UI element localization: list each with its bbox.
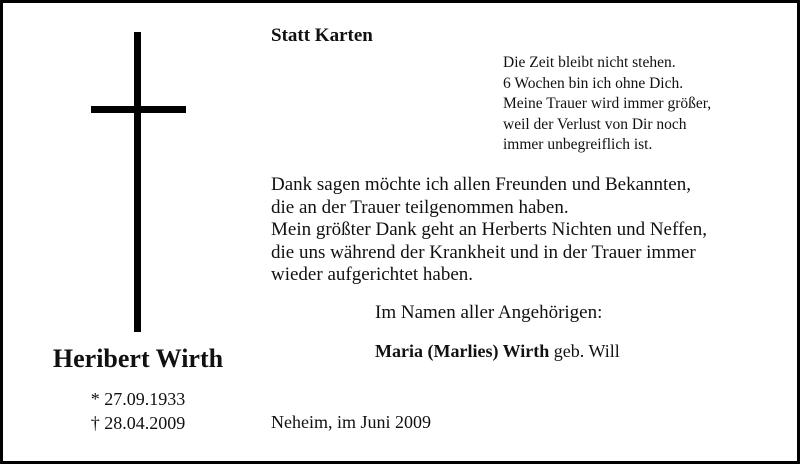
poem-line: immer unbegreiflich ist. bbox=[503, 136, 653, 153]
cross-icon bbox=[134, 32, 141, 332]
family-intro: Im Namen aller Angehörigen: bbox=[375, 302, 603, 323]
poem-line: 6 Wochen bin ich ohne Dich. bbox=[503, 74, 684, 92]
poem-line: weil der Verlust von Dir noch bbox=[503, 115, 687, 133]
thanks-line: die uns während der Krankheit und in der Trauer immer bbox=[271, 241, 696, 263]
thanks-line: wieder aufgerichtet haben. bbox=[271, 264, 474, 285]
notice-heading: Statt Karten bbox=[271, 25, 373, 46]
poem bbox=[503, 53, 711, 156]
signature bbox=[375, 341, 620, 362]
thanks-line: die an der Trauer teilgenommen haben. bbox=[271, 196, 569, 218]
thanks-line: Dank sagen möchte ich allen Freunden und Bekannten, bbox=[271, 174, 691, 195]
signer-maiden-name: geb. Will bbox=[549, 341, 620, 361]
deceased-name: Heribert Wirth bbox=[52, 344, 224, 373]
signer-name: Maria (Marlies) Wirth bbox=[375, 341, 550, 361]
cross-icon-crossbar bbox=[91, 106, 186, 113]
thanks-text bbox=[271, 174, 707, 287]
death-date: † 28.04.2009 bbox=[90, 413, 186, 433]
poem-line: Die Zeit bleibt nicht stehen. bbox=[503, 54, 676, 71]
thanks-line: Mein größter Dank geht an Herberts Nichten und Neffen, bbox=[271, 219, 707, 240]
poem-line: Meine Trauer wird immer größer, bbox=[503, 95, 712, 112]
birth-date: * 27.09.1933 bbox=[90, 389, 186, 409]
place-date: Neheim, im Juni 2009 bbox=[271, 412, 431, 432]
